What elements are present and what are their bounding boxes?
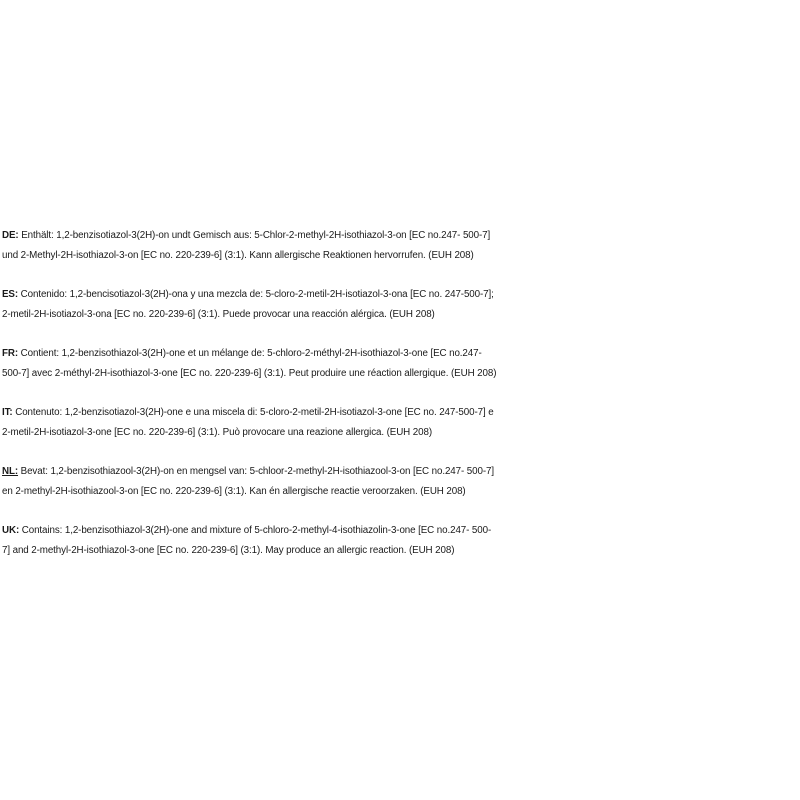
language-code: UK:	[2, 525, 20, 536]
statement-line: 7] and 2-methyl-2H-isothiazol-3-one [EC no. 220-239-6] (3:1). May produce an allergic reaction. (EUH 208)	[2, 545, 455, 556]
statement-line: 2-metil-2H-isotiazol-3-one [EC no. 220-239-6] (3:1). Può provocare una reazione allergica. (EUH 208)	[2, 427, 432, 438]
language-code: DE:	[2, 230, 19, 241]
statement-line	[2, 462, 798, 482]
language-code: FR:	[2, 348, 19, 359]
statement-line	[2, 226, 798, 246]
statement-line: en 2-methyl-2H-isothiazool-3-on [EC no. 220-239-6] (3:1). Kan én allergische reactie veroorzaken. (EUH 208)	[2, 486, 466, 497]
language-code: ES:	[2, 289, 19, 300]
statement-nl	[2, 462, 798, 502]
statement-line: 500-7] avec 2-méthyl-2H-isothiazol-3-one [EC no. 220-239-6] (3:1). Peut produire une réaction allergique. (EUH 208)	[2, 368, 497, 379]
language-code: NL:	[2, 466, 19, 477]
statement-it	[2, 403, 798, 443]
statement-line	[2, 521, 798, 541]
statement-line: und 2-Methyl-2H-isothiazol-3-on [EC no. 220-239-6] (3:1). Kann allergische Reaktionen hervorrufen. (EUH 208)	[2, 250, 474, 261]
statement-uk	[2, 521, 798, 561]
statement-line: 2-metil-2H-isotiazol-3-ona [EC no. 220-239-6] (3:1). Puede provocar una reacción alérgica. (EUH 208)	[2, 309, 435, 320]
statement-es	[2, 285, 798, 325]
statement-text: Bevat: 1,2-benzisothiazool-3(2H)-on en mengsel van: 5-chloor-2-methyl-2H-isothiazool-3-on [EC no.247- 500-7]	[18, 466, 494, 477]
allergen-statements	[2, 226, 798, 580]
statement-fr	[2, 344, 798, 384]
statement-text: Contenuto: 1,2-benzisotiazol-3(2H)-one e una miscela di: 5-cloro-2-metil-2H-isotiazol-3-one [EC no. 247-500-7] e	[12, 407, 494, 418]
statement-line	[2, 344, 798, 364]
statement-text: Contenido: 1,2-bencisotiazol-3(2H)-ona y una mezcla de: 5-cloro-2-metil-2H-isotiazol-3-ona [EC no. 247-500-7];	[18, 289, 494, 300]
statement-text: Enthält: 1,2-benzisotiazol-3(2H)-on undt Gemisch aus: 5-Chlor-2-methyl-2H-isothiazol-3-on [EC no.247- 500-7]	[18, 230, 491, 241]
statement-de	[2, 226, 798, 266]
statement-line	[2, 403, 798, 423]
statement-line	[2, 285, 798, 305]
statement-text: Contient: 1,2-benzisothiazol-3(2H)-one et un mélange de: 5-chloro-2-méthyl-2H-isothiazol-3-one [EC no.247-	[18, 348, 482, 359]
statement-text: Contains: 1,2-benzisothiazol-3(2H)-one and mixture of 5-chloro-2-methyl-4-isothiazolin-3-one [EC no.247- 500-	[19, 525, 492, 536]
language-code: IT:	[2, 407, 13, 418]
